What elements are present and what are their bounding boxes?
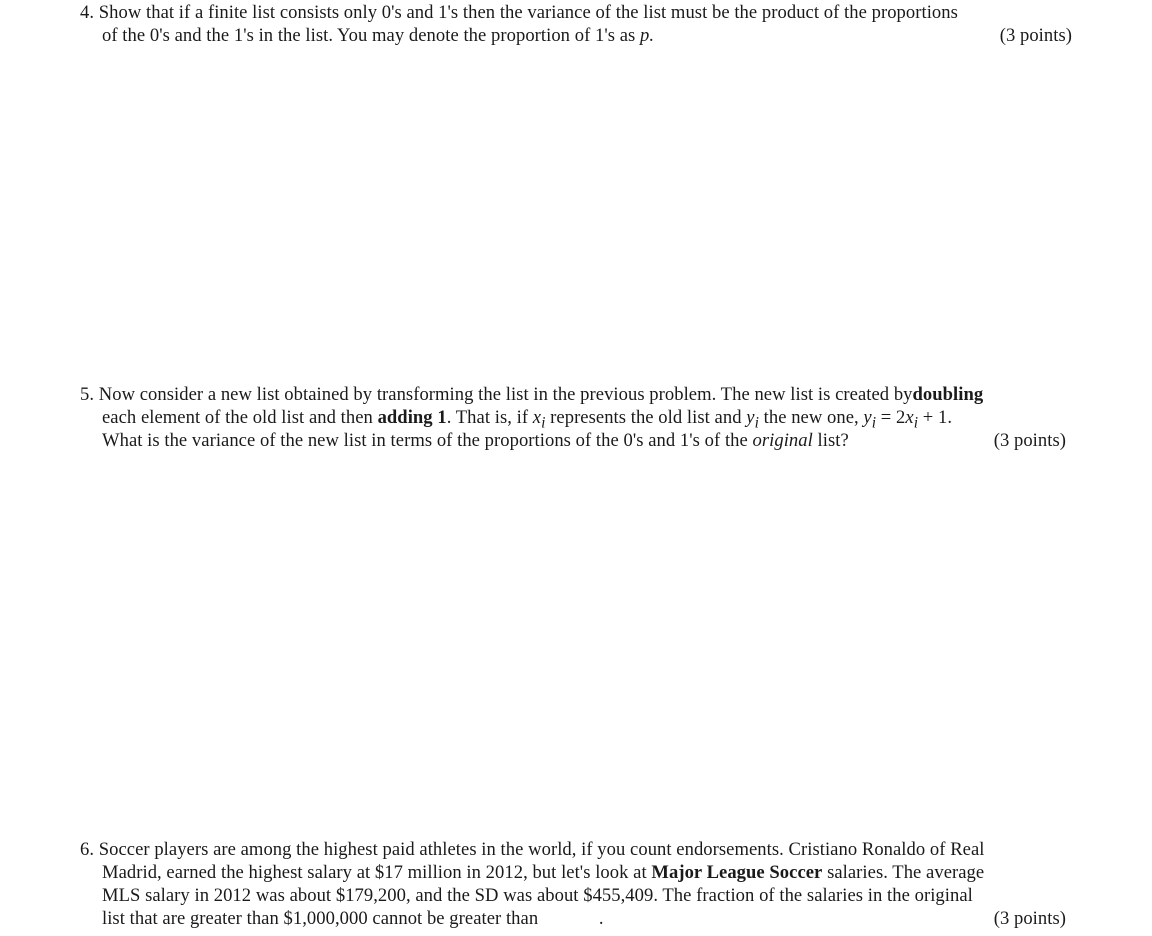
problem-6-bold-mls: Major League Soccer bbox=[651, 862, 823, 883]
problem-6-points: (3 points) bbox=[993, 908, 1066, 929]
problem-5-text-2c: represents the old list and bbox=[550, 407, 742, 428]
problem-6-text-4a: list that are greater than $1,000,000 cannot be greater than bbox=[102, 908, 539, 929]
problem-4-text-2: of the 0's and the 1's in the list. You may denote the proportion of 1's as bbox=[102, 25, 636, 46]
problem-4-var-p: p. bbox=[640, 25, 655, 46]
problem-6-line-3 bbox=[80, 884, 1078, 907]
problem-5-line-1 bbox=[80, 383, 1078, 406]
problem-4-line-1 bbox=[80, 1, 1078, 24]
problem-5-points: (3 points) bbox=[993, 430, 1066, 451]
problem-5-text-3b: list? bbox=[817, 430, 849, 451]
problem-5-text-2a: each element of the old list and then bbox=[102, 407, 373, 428]
problem-6-number: 6. bbox=[80, 839, 95, 860]
problem-5-xi: $x_i$ bbox=[532, 407, 546, 432]
problem-6-line-2 bbox=[80, 861, 1078, 884]
problem-5-bold-doubling: doubling bbox=[912, 384, 984, 405]
problem-5-text-1a: Now consider a new list obtained by transforming the list in the previous problem. The new list is created by bbox=[98, 384, 913, 405]
problem-5-text-3a: What is the variance of the new list in terms of the proportions of the 0's and 1's of the bbox=[102, 430, 748, 451]
problem-5-formula: $y_i = 2x_i + 1$. bbox=[863, 407, 953, 432]
problem-5-ital-original: original bbox=[752, 430, 813, 451]
problem-5-yi: $y_i$ bbox=[746, 407, 759, 432]
problem-5-number: 5. bbox=[80, 384, 95, 405]
problem-4-points: (3 points) bbox=[999, 25, 1072, 46]
problem-4-line-2 bbox=[80, 24, 1078, 47]
problem-5-text-2d: the new one, bbox=[763, 407, 859, 428]
problem-5 bbox=[80, 383, 1078, 452]
problem-5-line-3 bbox=[80, 429, 1078, 452]
problem-4-number: 4. bbox=[80, 2, 95, 23]
problem-6-text-2a: Madrid, earned the highest salary at $17 million in 2012, but let's look at bbox=[102, 862, 647, 883]
problem-5-bold-adding: adding 1 bbox=[377, 407, 447, 428]
problem-6-line-4 bbox=[80, 907, 1078, 930]
problem-6-text-2b: salaries. The average bbox=[827, 862, 985, 883]
problem-5-line-2 bbox=[80, 406, 1078, 432]
problem-6-text-1: Soccer players are among the highest paid athletes in the world, if you count endorsements. Cristiano Ronaldo of Real bbox=[98, 839, 985, 860]
problem-5-text-2b: . That is, if bbox=[446, 407, 529, 428]
problem-4 bbox=[80, 1, 1078, 47]
problem-6-text-3: MLS salary in 2012 was about $179,200, and the SD was about $455,409. The fraction of the salaries in the original bbox=[102, 885, 973, 906]
problem-6-line-1 bbox=[80, 838, 1078, 861]
problem-6-blank-dot: . bbox=[598, 908, 604, 929]
problem-4-text-1: Show that if a finite list consists only 0's and 1's then the variance of the list must be the product of the proportions bbox=[98, 2, 958, 23]
problem-6 bbox=[80, 838, 1078, 930]
